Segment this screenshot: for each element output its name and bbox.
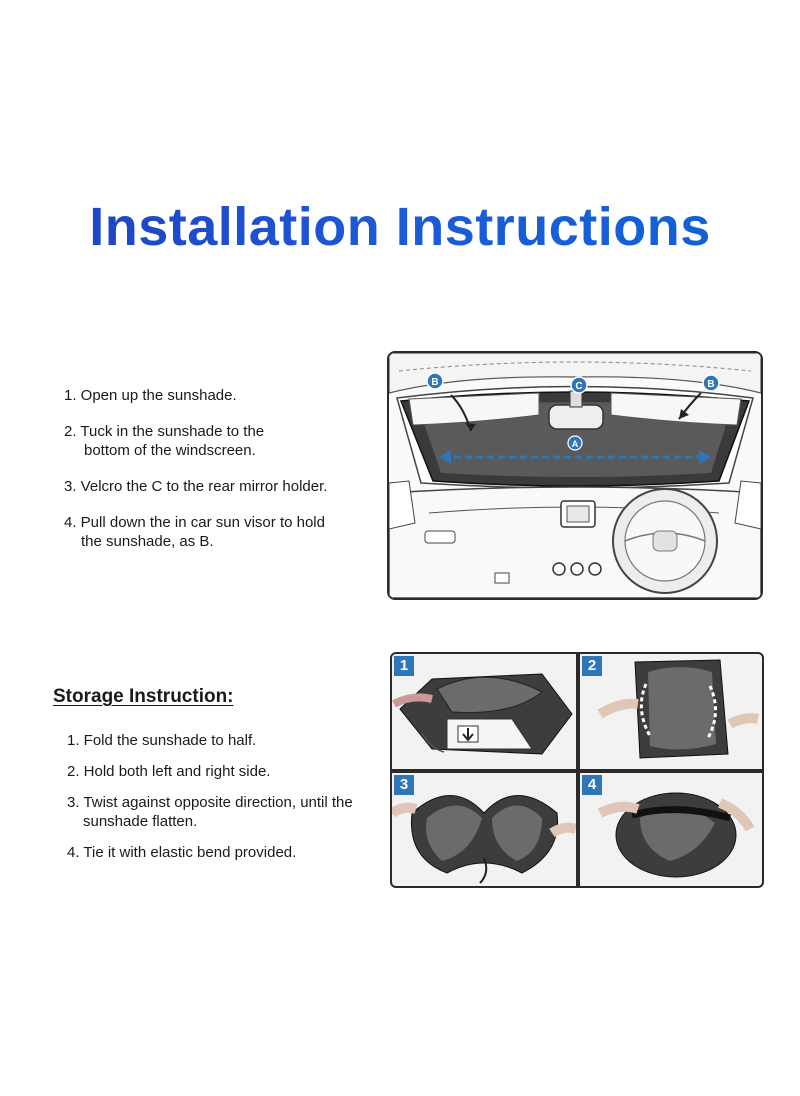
installation-steps [64, 386, 384, 568]
tie-elastic-illustration [580, 773, 762, 886]
installation-step-1 [64, 386, 384, 405]
car-interior-illustration [389, 353, 761, 598]
step-text: 4. Tie it with elastic bend provided. [67, 844, 297, 861]
storage-panel-3 [392, 773, 576, 886]
step-text: 3. Velcro the C to the rear mirror holder. [64, 478, 328, 495]
storage-panel-4 [580, 773, 762, 886]
label-b-left-text: B [431, 377, 439, 388]
label-a-text: A [571, 439, 579, 449]
panel-number-badge: 4 [582, 775, 602, 795]
storage-step-3 [67, 793, 387, 831]
storage-panel-2 [580, 654, 762, 769]
storage-heading: Storage Instruction: [53, 686, 234, 707]
installation-step-2 [64, 422, 384, 460]
step-text-continued: the sunshade, as B. [81, 533, 214, 550]
twist-illustration [392, 773, 576, 886]
installation-step-4 [64, 513, 384, 551]
step-text-continued: bottom of the windscreen. [84, 442, 256, 459]
storage-panel-1 [392, 654, 576, 769]
installation-step-3 [64, 477, 384, 496]
step-text-continued: sunshade flatten. [83, 813, 198, 830]
step-text: 1. Fold the sunshade to half. [67, 732, 257, 749]
label-c-text: C [575, 381, 583, 392]
installation-diagram [387, 351, 763, 600]
page-title: Installation Instructions [0, 196, 800, 258]
step-text: 1. Open up the sunshade. [64, 387, 237, 404]
storage-diagram [390, 652, 764, 888]
step-text: 4. Pull down the in car sun visor to hold [64, 514, 325, 531]
step-text: 2. Tuck in the sunshade to the [64, 423, 265, 440]
hold-sides-illustration [580, 654, 762, 769]
panel-number-badge: 2 [582, 656, 602, 676]
step-text: 2. Hold both left and right side. [67, 763, 271, 780]
label-b-right-text: B [707, 379, 715, 390]
storage-step-4 [67, 843, 387, 862]
panel-number-badge: 3 [394, 775, 414, 795]
storage-step-2 [67, 762, 387, 781]
step-text: 3. Twist against opposite direction, until the [67, 794, 353, 811]
fold-half-illustration [392, 654, 576, 769]
panel-number-badge: 1 [394, 656, 414, 676]
storage-step-1 [67, 731, 387, 750]
storage-steps [67, 731, 387, 874]
